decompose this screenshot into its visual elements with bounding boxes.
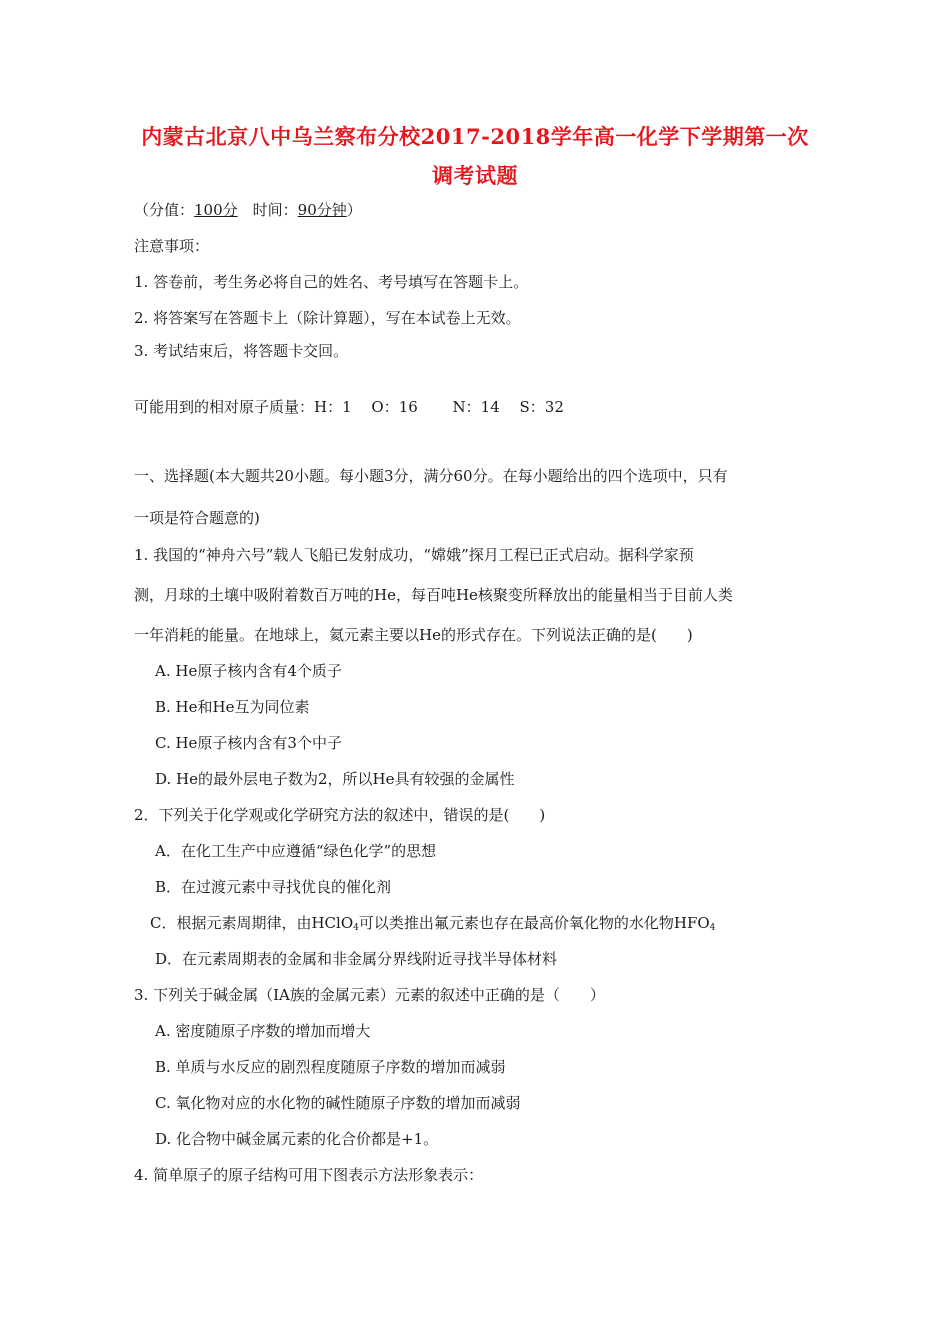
meta-mid: 时间：: [237, 201, 298, 219]
q4-stem: 4. 简单原子的原子结构可用下图表示方法形象表示：: [134, 1166, 484, 1184]
document-title-line-2: 调考试题: [432, 163, 518, 188]
q1-option-c: C. He原子核内含有3个中子: [155, 734, 342, 752]
notice-item-1: 1. 答卷前，考生务必将自己的姓名、考号填写在答题卡上。: [134, 273, 529, 291]
q2-option-d: D．在元素周期表的金属和非金属分界线附近寻找半导体材料: [155, 950, 558, 968]
q3-option-d: D. 化合物中碱金属元素的化合价都是+1。: [155, 1130, 439, 1148]
q2-option-c-subscript-2: 4: [709, 923, 716, 933]
q1-option-d: D. He的最外层电子数为2，所以He具有较强的金属性: [155, 770, 515, 788]
q2-option-a: A．在化工生产中应遵循“绿色化学”的思想: [155, 842, 437, 860]
q3-option-a: A. 密度随原子序数的增加而增大: [155, 1022, 371, 1040]
q1-option-b: B. He和He互为同位素: [155, 698, 310, 716]
notice-item-2: 2. 将答案写在答题卡上（除计算题），写在本试卷上无效。: [134, 309, 521, 327]
q1-stem-line-3: 一年消耗的能量。在地球上，氦元素主要以He的形式存在。下列说法正确的是( ): [134, 626, 693, 644]
q1-option-a: A. He原子核内含有4个质子: [155, 662, 342, 680]
atomic-masses: 可能用到的相对原子质量：H：1 O：16 N：14 S：32: [134, 398, 564, 416]
section-1-heading-line-2: 一项是符合题意的): [134, 509, 260, 527]
q2-option-b: B．在过渡元素中寻找优良的催化剂: [155, 878, 392, 896]
q1-stem-line-2: 测，月球的土壤中吸附着数百万吨的He，每百吨He核聚变所释放出的能量相当于目前人类: [134, 586, 733, 604]
q2-option-c: [150, 913, 715, 938]
notice-item-3: 3. 考试结束后，将答题卡交回。: [134, 342, 349, 360]
q2-option-c-subscript-1: 4: [353, 923, 359, 933]
q3-option-b: B. 单质与水反应的剧烈程度随原子序数的增加而减弱: [155, 1058, 506, 1076]
exam-meta: [134, 200, 362, 220]
meta-prefix: （分值：: [134, 201, 195, 219]
q3-stem: 3. 下列关于碱金属（ⅠA族的金属元素）元素的叙述中正确的是（ ）: [134, 986, 605, 1004]
q3-option-c: C. 氧化物对应的水化物的碱性随原子序数的增加而减弱: [155, 1094, 521, 1112]
q2-stem: 2．下列关于化学观或化学研究方法的叙述中，错误的是( ): [134, 806, 546, 824]
q2-option-c-part-2: 可以类推出氟元素也存在最高价氧化物的水化物HFO: [358, 914, 710, 932]
section-1-heading-line-1: 一、选择题(本大题共20小题。每小题3分，满分60分。在每小题给出的四个选项中，只有: [134, 467, 728, 485]
notice-heading: 注意事项：: [134, 237, 210, 255]
document-title-line-1: 内蒙古北京八中乌兰察布分校2017-2018学年高一化学下学期第一次: [141, 124, 809, 149]
q2-option-c-part-1: C．根据元素周期律，由HClO: [150, 914, 354, 932]
score-value: 100分: [194, 201, 238, 219]
q1-stem-line-1: 1. 我国的“神舟六号”载人飞船已发射成功，“嫦娥”探月工程已正式启动。据科学家预: [134, 546, 694, 564]
meta-suffix: ）: [346, 201, 362, 219]
time-value: 90分钟: [297, 201, 347, 219]
